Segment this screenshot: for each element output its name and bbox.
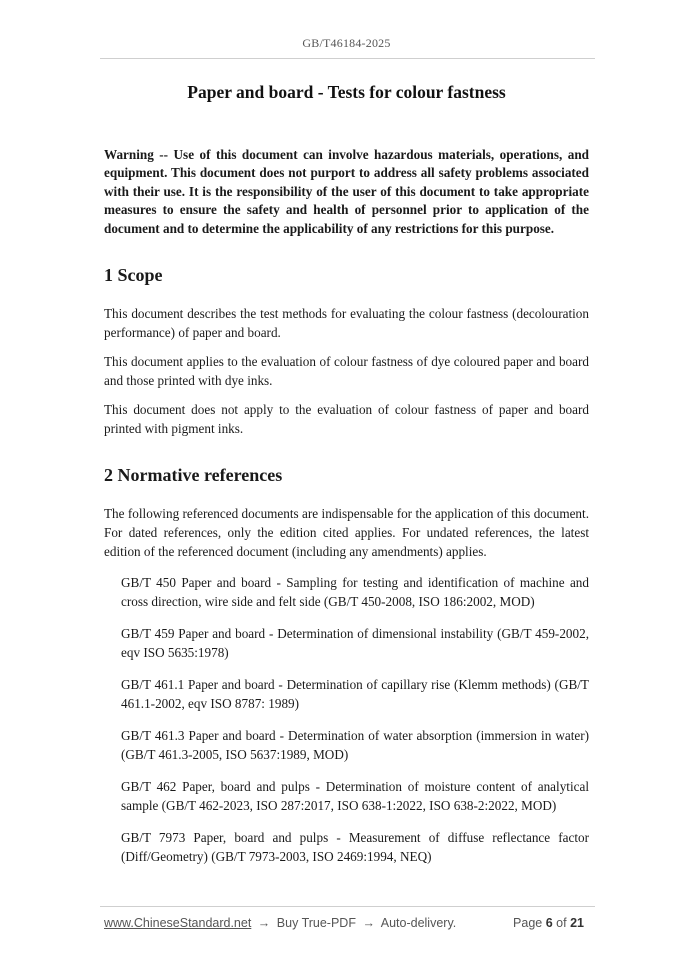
document-body bbox=[104, 146, 589, 879]
header-divider bbox=[100, 58, 595, 59]
page-current: 6 bbox=[545, 916, 553, 930]
reference-item: GB/T 461.3 Paper and board - Determination of water absorption (immersion in water) (GB/T 461.3-2005, ISO 5637:1989, MOD) bbox=[121, 728, 589, 763]
auto-delivery-text: Auto-delivery. bbox=[380, 916, 457, 930]
page-total: 21 bbox=[570, 916, 584, 930]
arrow-right-icon: → bbox=[362, 916, 375, 930]
page-footer bbox=[104, 916, 584, 930]
buy-pdf-text: Buy True-PDF bbox=[276, 916, 356, 930]
section-heading-scope: 1 Scope bbox=[104, 265, 163, 286]
page-label: Page bbox=[513, 916, 543, 930]
reference-item: GB/T 459 Paper and board - Determination of dimensional instability (GB/T 459-2002, eqv ISO 5635:1978) bbox=[121, 626, 589, 661]
section-heading-normative-references: 2 Normative references bbox=[104, 465, 283, 486]
site-link[interactable]: www.ChineseStandard.net bbox=[104, 916, 252, 930]
warning-paragraph: Warning -- Use of this document can involve hazardous materials, operations, and equipment. This document does not purport to address all safety problems associated with their use. It is the responsibility of the user of this document to take appropriate measures to ensure the safety and health of personnel prior to application of the document and to determine the applicability of any restrictions for this purpose. bbox=[104, 147, 589, 236]
page-indicator bbox=[513, 916, 584, 930]
scope-paragraph: This document applies to the evaluation of colour fastness of dye coloured paper and board and those printed with dye inks. bbox=[104, 354, 589, 389]
document-title: Paper and board - Tests for colour fastness bbox=[187, 82, 506, 102]
reference-item: GB/T 450 Paper and board - Sampling for testing and identification of machine and cross direction, wire side and felt side (GB/T 450-2008, ISO 186:2002, MOD) bbox=[121, 575, 589, 610]
footer-divider bbox=[100, 906, 595, 907]
normative-intro-paragraph: The following referenced documents are indispensable for the application of this document. For dated references, only the edition cited applies. For undated references, the latest edition of the referenced document (including any amendments) applies. bbox=[104, 506, 589, 560]
scope-paragraph: This document describes the test methods for evaluating the colour fastness (decolouration performance) of paper and board. bbox=[104, 306, 589, 341]
reference-item: GB/T 461.1 Paper and board - Determination of capillary rise (Klemm methods) (GB/T 461.1-2002, eqv ISO 8787: 1989) bbox=[121, 677, 589, 712]
reference-item: GB/T 7973 Paper, board and pulps - Measurement of diffuse reflectance factor (Diff/Geometry) (GB/T 7973-2003, ISO 2469:1994, NEQ) bbox=[121, 830, 589, 865]
reference-item: GB/T 462 Paper, board and pulps - Determination of moisture content of analytical sample (GB/T 462-2023, ISO 287:2017, ISO 638-1:2022, ISO 638-2:2022, MOD) bbox=[121, 779, 589, 814]
page-of-label: of bbox=[556, 916, 567, 930]
reference-list bbox=[104, 573, 589, 866]
arrow-right-icon: → bbox=[257, 916, 271, 930]
header-doc-code: GB/T46184-2025 bbox=[302, 36, 391, 50]
scope-paragraph: This document does not apply to the evaluation of colour fastness of paper and board printed with pigment inks. bbox=[104, 402, 589, 437]
